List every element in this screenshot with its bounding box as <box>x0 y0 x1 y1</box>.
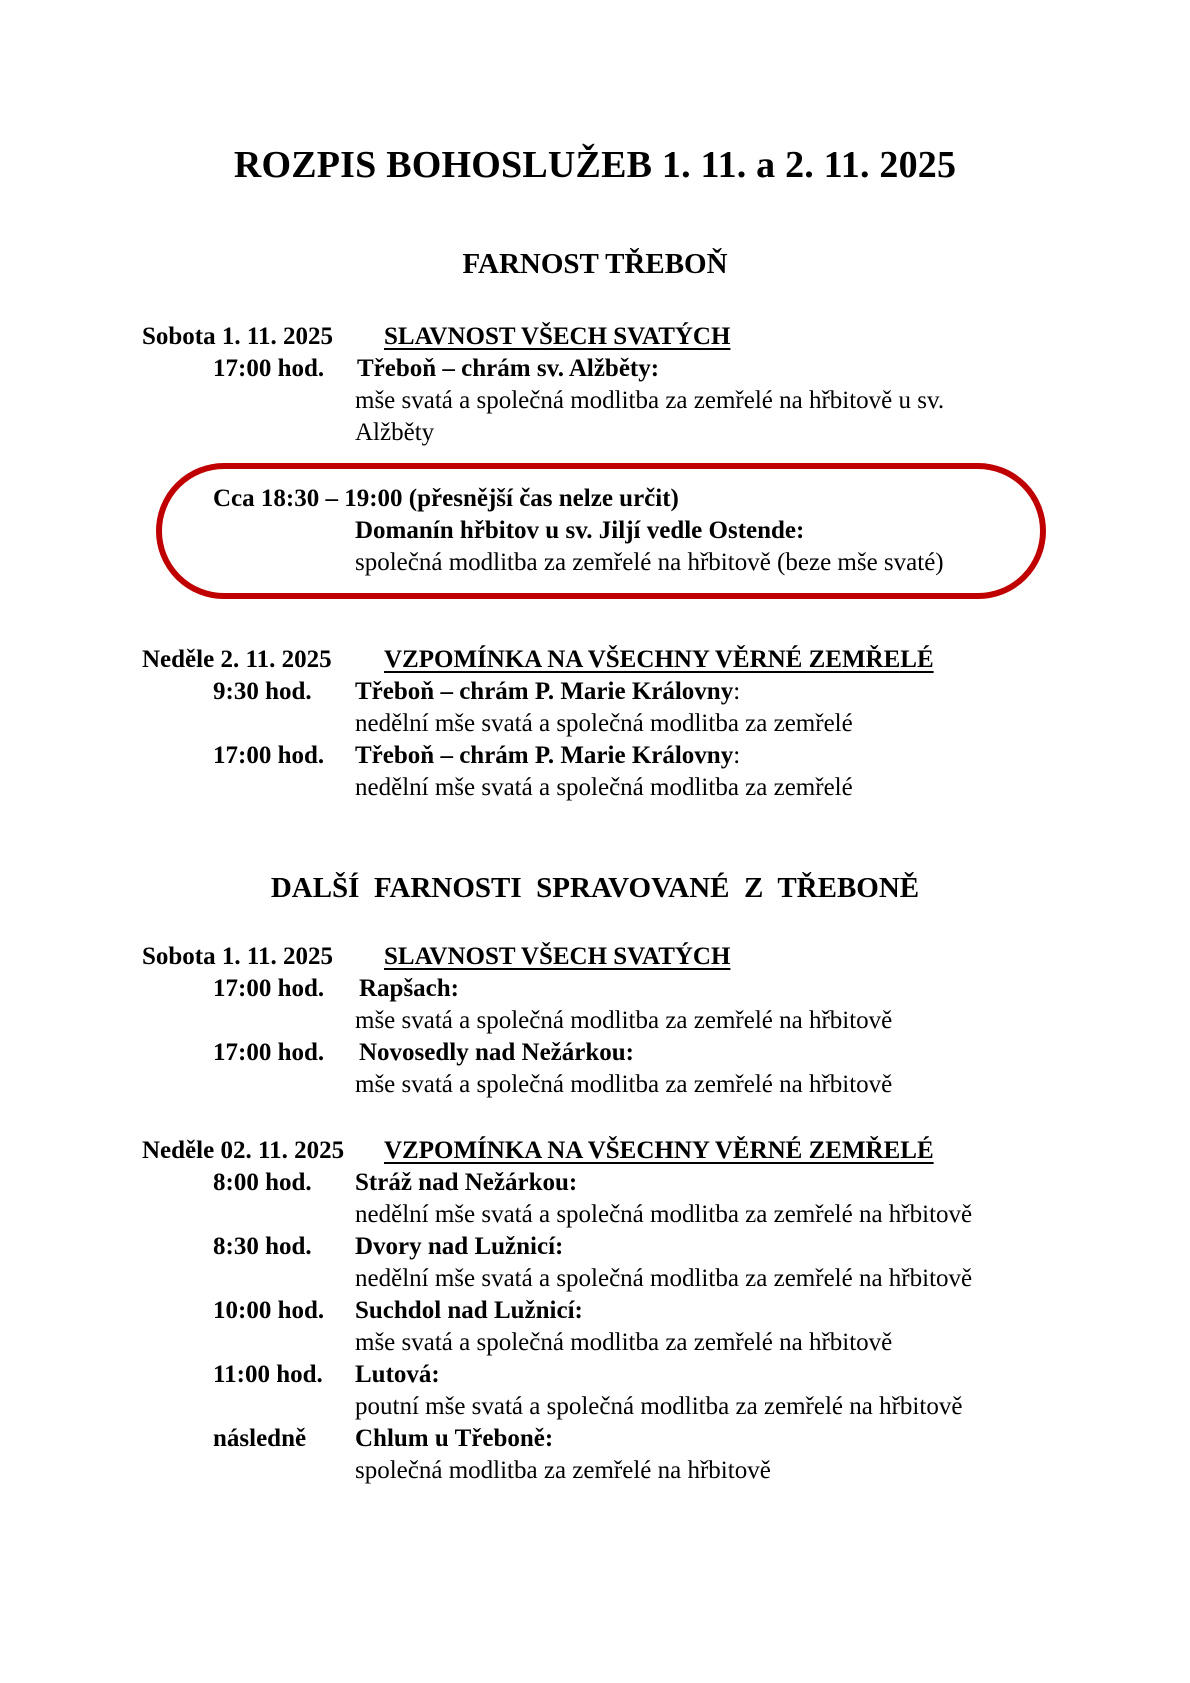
service-place <box>355 677 740 707</box>
feast-label: SLAVNOST VŠECH SVATÝCH <box>384 943 731 970</box>
service-description: mše svatá a společná modlitba za zemřelé na hřbitově <box>355 1007 893 1034</box>
service-place: Chlum u Třeboně: <box>355 1425 554 1452</box>
service-description: nedělní mše svatá a společná modlitba za zemřelé na hřbitově <box>355 1201 973 1228</box>
service-time: Cca 18:30 – 19:00 (přesnější čas nelze určit) <box>213 485 679 512</box>
feast-label: VZPOMÍNKA NA VŠECHNY VĚRNÉ ZEMŘELÉ <box>384 646 934 673</box>
day-label: Sobota 1. 11. 2025 <box>142 943 334 970</box>
service-place: Dvory nad Lužnicí: <box>355 1233 564 1260</box>
service-description: mše svatá a společná modlitba za zemřelé na hřbitově <box>355 1329 893 1356</box>
place-church: – chrám P. Marie Královny <box>434 742 734 769</box>
service-time: 17:00 hod. <box>213 1039 325 1066</box>
service-description: mše svatá a společná modlitba za zemřelé na hřbitově <box>355 1071 893 1098</box>
service-place: Suchdol nad Lužnicí: <box>355 1297 583 1324</box>
day-label: Sobota 1. 11. 2025 <box>142 323 334 350</box>
service-place: Stráž nad Nežárkou: <box>355 1169 578 1196</box>
service-description: společná modlitba za zemřelé na hřbitově <box>355 1457 771 1484</box>
service-description: nedělní mše svatá a společná modlitba za zemřelé na hřbitově <box>355 1265 973 1292</box>
section-heading-other-parishes: DALŠÍ FARNOSTI SPRAVOVANÉ Z TŘEBONĚ <box>270 872 920 904</box>
service-time: 8:30 hod. <box>213 1233 312 1260</box>
service-description: poutní mše svatá a společná modlitba za zemřelé na hřbitově <box>355 1393 963 1420</box>
service-time: 9:30 hod. <box>213 678 312 705</box>
place-name: Třeboň <box>355 742 435 769</box>
service-time: 17:00 hod. <box>213 355 325 382</box>
service-place: Domanín hřbitov u sv. Jiljí vedle Ostende: <box>355 517 805 544</box>
place-colon: : <box>733 742 741 769</box>
service-place: Lutová: <box>355 1361 440 1388</box>
service-description: mše svatá a společná modlitba za zemřelé na hřbitově u sv. <box>355 387 945 414</box>
service-place <box>355 741 740 771</box>
feast-label: VZPOMÍNKA NA VŠECHNY VĚRNÉ ZEMŘELÉ <box>384 1137 934 1164</box>
service-time: 11:00 hod. <box>213 1361 323 1388</box>
place-church: – chrám P. Marie Královny <box>434 678 734 705</box>
section-heading-trebon: FARNOST TŘEBOŇ <box>462 248 728 280</box>
service-time: 8:00 hod. <box>213 1169 312 1196</box>
feast-label: SLAVNOST VŠECH SVATÝCH <box>384 323 731 350</box>
service-description: společná modlitba za zemřelé na hřbitově (beze mše svaté) <box>355 549 944 576</box>
day-label: Neděle 2. 11. 2025 <box>142 646 332 673</box>
page-title: ROZPIS BOHOSLUŽEB 1. 11. a 2. 11. 2025 <box>233 144 957 186</box>
service-description: nedělní mše svatá a společná modlitba za zemřelé <box>355 710 853 737</box>
service-place: Třeboň – chrám sv. Alžběty: <box>357 355 660 382</box>
service-time: 17:00 hod. <box>213 975 325 1002</box>
service-place: Novosedly nad Nežárkou: <box>359 1039 635 1066</box>
service-time: 17:00 hod. <box>213 742 325 769</box>
service-description: Alžběty <box>355 419 435 446</box>
day-label: Neděle 02. 11. 2025 <box>142 1137 345 1164</box>
service-time: 10:00 hod. <box>213 1297 325 1324</box>
service-place: Rapšach: <box>359 975 460 1002</box>
place-colon: : <box>733 678 741 705</box>
service-time: následně <box>213 1425 307 1452</box>
place-name: Třeboň <box>355 678 435 705</box>
service-description: nedělní mše svatá a společná modlitba za zemřelé <box>355 774 853 801</box>
